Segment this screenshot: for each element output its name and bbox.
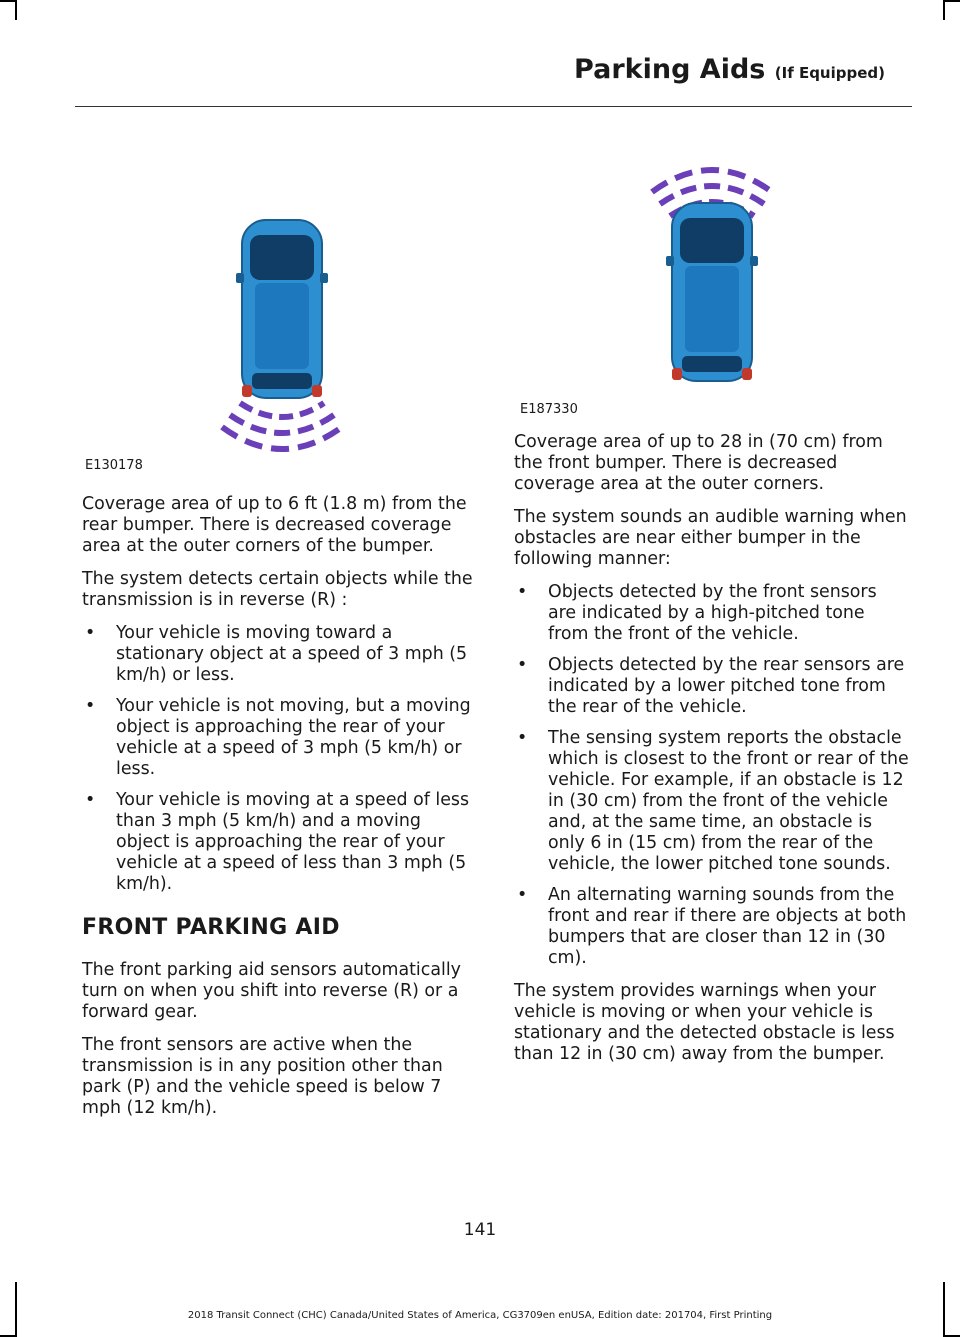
- figure-code: E130178: [85, 458, 143, 473]
- crop-mark: [943, 0, 945, 20]
- header-subtitle: (If Equipped): [774, 64, 885, 82]
- section-heading: FRONT PARKING AID: [82, 915, 340, 940]
- list-item: • Your vehicle is moving toward a stationary object at a speed of 3 mph (5 km/h) or less.: [82, 623, 477, 686]
- list-item: • Objects detected by the rear sensors are indicated by a lower pitched tone from the rear of the vehicle.: [514, 655, 909, 718]
- paragraph: The system detects certain objects while the transmission is in reverse (R) :: [82, 569, 473, 610]
- paragraph: Coverage area of up to 28 in (70 cm) from the front bumper. There is decreased coverage area at the outer corners.: [514, 432, 883, 494]
- header-divider: [75, 106, 912, 107]
- crop-mark: [0, 0, 15, 2]
- paragraph: The front parking aid sensors automatically turn on when you shift into reverse (R) or a forward gear.: [82, 960, 461, 1022]
- right-column: [514, 432, 909, 1077]
- list-item: • Your vehicle is not moving, but a moving object is approaching the rear of your vehicle at a speed of 3 mph (5 km/h) or less.: [82, 696, 477, 780]
- front-sensor-coverage-figure: [630, 148, 800, 388]
- page-number: 141: [463, 1220, 497, 1240]
- rear-sensor-coverage-figure: [200, 205, 370, 470]
- paragraph: The front sensors are active when the transmission is in any position other than park (P) and the vehicle speed is below 7 mph (12 km/h).: [82, 1035, 443, 1118]
- list-item: • An alternating warning sounds from the front and rear if there are objects at both bumpers that are closer than 12 in (30 cm).: [514, 885, 909, 969]
- car-top-view-icon: [236, 220, 328, 398]
- list-item: • Objects detected by the front sensors are indicated by a high-pitched tone from the front of the vehicle.: [514, 582, 909, 645]
- list-item: • The sensing system reports the obstacle which is closest to the front or rear of the vehicle. For example, if an obstacle is 12 in (30 cm) from the front of the vehicle and, at the same time, an obstacle is only 6 in (15 cm) from the rear of the vehicle, the lower pitched tone sounds.: [514, 728, 909, 875]
- paragraph: The system provides warnings when your vehicle is moving or when your vehicle is stationary and the detected obstacle is less than 12 in (30 cm) away from the bumper.: [514, 981, 895, 1064]
- bullet-list: [82, 623, 477, 895]
- paragraph: The system sounds an audible warning when obstacles are near either bumper in the following manner:: [514, 507, 907, 569]
- car-top-view-icon: [666, 203, 758, 381]
- header-title: Parking Aids: [574, 54, 766, 85]
- paragraph: Coverage area of up to 6 ft (1.8 m) from the rear bumper. There is decreased coverage area at the outer corners of the bumper.: [82, 494, 467, 556]
- list-item: • Your vehicle is moving at a speed of less than 3 mph (5 km/h) and a moving object is approaching the rear of your vehicle at a speed of less than 3 mph (5 km/h).: [82, 790, 477, 895]
- page-header: [0, 54, 885, 85]
- crop-mark: [15, 0, 17, 20]
- figure-code: E187330: [520, 402, 578, 417]
- rear-sensor-arcs: [222, 403, 342, 449]
- crop-mark: [945, 0, 960, 2]
- footer-text: 2018 Transit Connect (CHC) Canada/United States of America, CG3709en enUSA, Edition date: 201704, First Printing: [187, 1310, 773, 1321]
- left-column: [82, 494, 477, 1131]
- bullet-list: [514, 582, 909, 969]
